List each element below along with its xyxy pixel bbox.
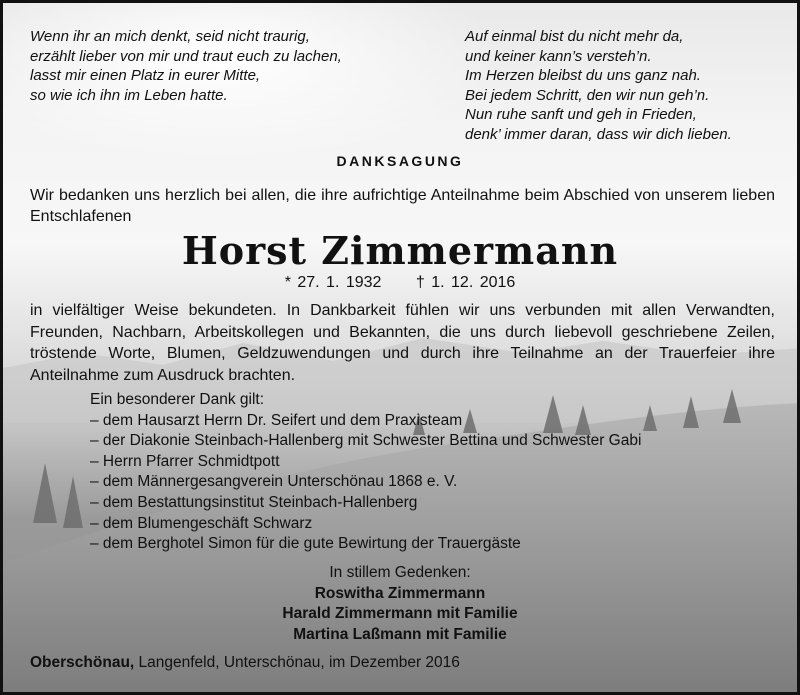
poem-line: und keiner kann’s versteh’n.: [465, 47, 652, 65]
special-thanks: [90, 390, 641, 555]
poem-line: Wenn ihr an mich denkt, seid nicht traurig,: [30, 28, 310, 45]
list-item: – dem Hausarzt Herrn Dr. Seifert und dem Praxisteam: [90, 411, 463, 429]
list-item: – dem Berghotel Simon für die gute Bewirtung der Trauergäste: [90, 535, 521, 553]
life-dates: [3, 274, 797, 292]
poem-line: Bei jedem Schritt, den wir nun geh’n.: [465, 86, 710, 104]
mourning-intro: In stillem Gedenken:: [329, 564, 471, 581]
list-item: – dem Bestattungsinstitut Steinbach-Hallenberg: [90, 493, 418, 511]
poem-line: lasst mir einen Platz in eurer Mitte,: [30, 67, 261, 85]
list-item: – dem Männergesangverein Unterschönau 1868 e. V.: [90, 473, 458, 491]
thanks-list: [90, 411, 641, 555]
poem-line: so wie ich ihn im Leben hatte.: [30, 86, 228, 104]
deceased-name: Horst Zimmermann: [181, 228, 619, 273]
poem-right: [465, 27, 732, 145]
mourner-name: Harald Zimmermann mit Familie: [282, 605, 518, 622]
footer-place-date: [30, 654, 460, 672]
death-date: † 1. 12. 2016: [415, 274, 516, 291]
mourner-name: Roswitha Zimmermann: [314, 584, 486, 602]
footer-rest: Langenfeld, Unterschönau, im Dezember 2016: [134, 654, 460, 671]
poem-line: erzählt lieber von mir und traut euch zu lachen,: [30, 47, 342, 65]
special-thanks-title: Ein besonderer Dank gilt:: [90, 391, 265, 408]
mourners: [3, 563, 797, 645]
body-text: in vielfältiger Weise bekundeten. In Dankbarkeit fühlen wir uns verbunden mit allen Verwandten, Freunden, Nachbarn, Arbeitskollegen und Bekannten, die uns durch liebevoll geschriebene Zeilen, tröstende Worte, Blumen, Geldzuwendungen und durch ihre Teilnahme an der Trauerfeier ihre Anteilnahme zum Ausdruck brachten.: [30, 302, 775, 384]
intro-text: Wir bedanken uns herzlich bei allen, die ihre aufrichtige Anteilnahme beim Abschied von unserem lieben Entschlafenen: [30, 187, 775, 225]
poem-line: denk’ immer daran, dass wir dich lieben.: [465, 125, 732, 143]
poem-line: Nun ruhe sanft und geh in Frieden,: [465, 106, 697, 124]
list-item: – der Diakonie Steinbach-Hallenberg mit Schwester Bettina und Schwester Gabi: [90, 432, 642, 450]
footer-place: Oberschönau,: [30, 654, 135, 671]
mourner-name: Martina Laßmann mit Familie: [293, 625, 507, 643]
heading: DANKSAGUNG: [336, 153, 464, 169]
poem-left: [30, 27, 342, 105]
list-item: – Herrn Pfarrer Schmidtpott: [90, 452, 280, 470]
birth-date: * 27. 1. 1932: [284, 274, 382, 291]
poem-line: Im Herzen bleibst du uns ganz nah.: [465, 67, 701, 85]
poem-line: Auf einmal bist du nicht mehr da,: [465, 28, 684, 45]
list-item: – dem Blumengeschäft Schwarz: [90, 514, 313, 532]
